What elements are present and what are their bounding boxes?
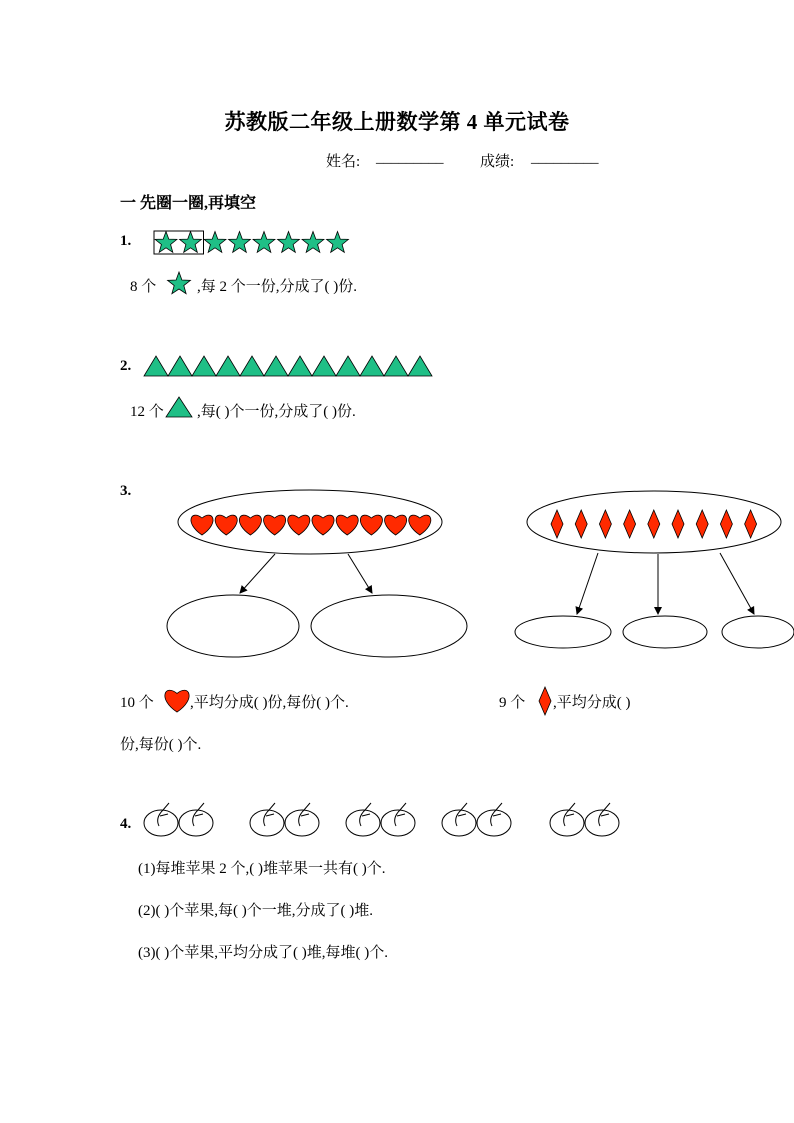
arrow [348, 554, 372, 593]
apple-shape [442, 803, 476, 836]
diamond-shape [672, 510, 684, 538]
q1-count-prefix: 8 个 [130, 279, 157, 295]
q2-count-prefix: 12 个 [130, 404, 164, 420]
apple-shape [346, 803, 380, 836]
q3-diagram [0, 480, 794, 680]
triangle-shape [264, 356, 288, 376]
diamonds-group-ellipse [623, 616, 707, 648]
heart-shape [312, 515, 334, 535]
heart-shape [360, 515, 382, 535]
arrow [577, 553, 598, 614]
heart-shape [288, 515, 310, 535]
diamond-shape [624, 510, 636, 538]
hearts-group-ellipse [311, 595, 467, 657]
apple-shape [585, 803, 619, 836]
diamond-icon [537, 685, 553, 717]
name-label: 姓名: [326, 154, 361, 170]
triangle-shape [216, 356, 240, 376]
q3-diamonds-prefix: 9 个 [499, 695, 526, 711]
question-number-1: 1. [120, 233, 132, 249]
star-shape [180, 232, 202, 253]
section-heading: 一 先圈一圈,再填空 [120, 195, 257, 212]
q4-sub1: (1)每堆苹果 2 个,( )堆苹果一共有( )个. [138, 861, 386, 877]
star-shape [204, 232, 226, 253]
q2-question-text: ,每( )个一份,分成了( )份. [197, 404, 356, 420]
name-blank[interactable]: _________ [376, 150, 444, 166]
score-blank[interactable]: _________ [531, 150, 599, 166]
star-shape [302, 232, 324, 253]
diamond-shape [720, 510, 732, 538]
heart-shape [239, 515, 261, 535]
star-shape [327, 232, 349, 253]
q4-sub2: (2)( )个苹果,每( )个一堆,分成了( )堆. [138, 903, 373, 919]
hearts-group-ellipse [167, 595, 299, 657]
star-shape [278, 232, 300, 253]
heart-icon [165, 686, 189, 714]
q1-question-text: ,每 2 个一份,分成了( )份. [197, 279, 357, 295]
diamond-shape [599, 510, 611, 538]
apple-shape [381, 803, 415, 836]
diamond-shape [575, 510, 587, 538]
diamonds-group-ellipse [722, 616, 794, 648]
diamonds-group-ellipse [515, 616, 611, 648]
page-title: 苏教版二年级上册数学第 4 单元试卷 [224, 110, 570, 134]
triangle-shape [168, 356, 192, 376]
star-shape [253, 232, 275, 253]
q3-diamonds-text: ,平均分成( ) [553, 695, 631, 711]
question-number-3: 3. [120, 483, 132, 499]
triangle-icon [165, 395, 193, 419]
star-shape [229, 232, 251, 253]
triangle-shape [384, 356, 408, 376]
q4-sub3: (3)( )个苹果,平均分成了( )堆,每堆( )个. [138, 945, 388, 961]
heart-shape [191, 515, 213, 535]
apple-shape [285, 803, 319, 836]
question-number-2: 2. [120, 358, 132, 374]
question-number-4: 4. [120, 816, 132, 832]
apple-shape [144, 803, 178, 836]
score-label: 成绩: [480, 154, 515, 170]
q3-hearts-text: ,平均分成( )份,每份( )个. [190, 695, 349, 711]
triangle-shape [144, 356, 168, 376]
heart-shape [215, 515, 237, 535]
triangle-shape [336, 356, 360, 376]
triangle-shape [240, 356, 264, 376]
diamond-shape [551, 510, 563, 538]
apple-shape [477, 803, 511, 836]
apple-shape [550, 803, 584, 836]
apple-shape [179, 803, 213, 836]
apple-shape [250, 803, 284, 836]
star-icon [166, 270, 192, 296]
q1-stars [152, 228, 352, 258]
heart-shape [336, 515, 358, 535]
q2-triangles [143, 354, 443, 378]
diamond-shape [648, 510, 660, 538]
triangle-shape [312, 356, 336, 376]
q3-hearts-prefix: 10 个 [120, 695, 154, 711]
triangle-shape [192, 356, 216, 376]
heart-shape [409, 515, 431, 535]
heart-shape [385, 515, 407, 535]
star-shape [155, 232, 177, 253]
heart-shape [264, 515, 286, 535]
triangle-shape [360, 356, 384, 376]
triangle-shape [288, 356, 312, 376]
arrow [240, 554, 275, 593]
arrow [720, 553, 754, 614]
q3-line2-text: 份,每份( )个. [120, 737, 202, 753]
diamond-shape [696, 510, 708, 538]
q4-apples [140, 800, 660, 840]
triangle-shape [408, 356, 432, 376]
diamond-shape [745, 510, 757, 538]
